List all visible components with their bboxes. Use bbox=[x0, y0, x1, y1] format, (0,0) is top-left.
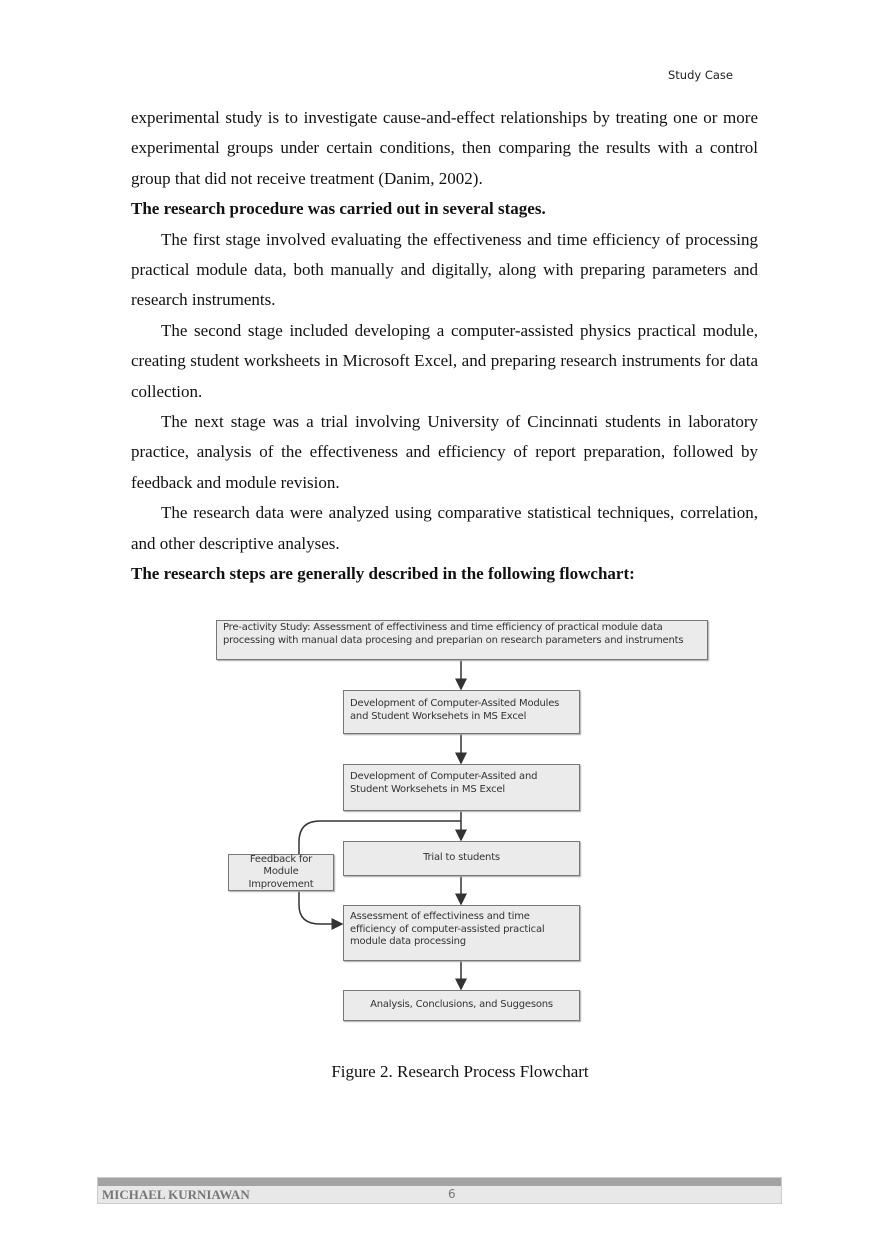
flow-box-feedback: Feedback for Module Improvement bbox=[228, 854, 334, 891]
running-header: Study Case bbox=[668, 68, 734, 82]
flow-box-dev-modules: Development of Computer-Assited Modules and Student Worksehets in MS Excel bbox=[343, 690, 580, 734]
feedback-loop-arrow bbox=[299, 891, 342, 924]
flow-box-trial: Trial to students bbox=[343, 841, 580, 876]
footer-stripe bbox=[98, 1178, 781, 1186]
bold-heading: The research steps are generally described in the following flowchart: bbox=[131, 564, 635, 584]
flow-box-assessment: Assessment of effectiviness and time efficiency of computer-assisted practical module data processing bbox=[343, 905, 580, 961]
paragraph: The next stage was a trial involving University of Cincinnati students in laboratory practice, analysis of the effectiveness and efficiency of report preparation, followed by feedback and module revision. bbox=[131, 412, 758, 492]
footer-author: MICHAEL KURNIAWAN bbox=[102, 1187, 250, 1202]
flow-box-pre-activity: Pre-activity Study: Assessment of effectiviness and time efficiency of practical module data processing with manual data procesing and preparian on research parameters and instruments bbox=[216, 620, 708, 660]
paragraph: The second stage included developing a computer-assisted physics practical module, creating student worksheets in Microsoft Excel, and preparing research instruments for data collection. bbox=[131, 320, 758, 401]
flow-box-dev-worksheets: Development of Computer-Assited and Student Worksehets in MS Excel bbox=[343, 764, 580, 811]
bold-heading: The research procedure was carried out in several stages. bbox=[131, 199, 546, 219]
figure-caption: Figure 2. Research Process Flowchart bbox=[331, 1062, 589, 1081]
paragraph: The research data were analyzed using comparative statistical techniques, correlation, and other descriptive analyses. bbox=[131, 503, 758, 553]
page-number: 6 bbox=[448, 1187, 456, 1201]
paragraph: The first stage involved evaluating the effectiveness and time efficiency of processing practical module data, both manually and digitally, along with preparing parameters and research instruments. bbox=[131, 229, 758, 310]
flow-box-analysis: Analysis, Conclusions, and Suggesons bbox=[343, 990, 580, 1021]
paragraph: experimental study is to investigate cause-and-effect relationships by treating one or more experimental groups under certain conditions, then comparing the results with a control group that did not receive treatment (Danim, 2002). bbox=[131, 108, 758, 188]
page-footer bbox=[97, 1177, 782, 1204]
